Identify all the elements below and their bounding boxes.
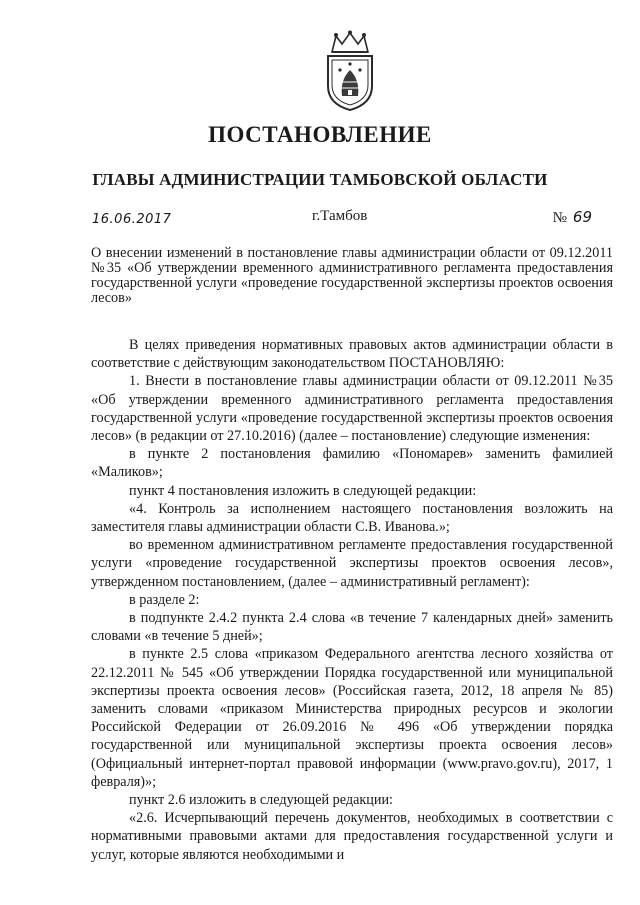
document-subtitle: ГЛАВЫ АДМИНИСТРАЦИИ ТАМБОВСКОЙ ОБЛАСТИ	[92, 170, 548, 189]
document-body	[91, 336, 613, 864]
coat-of-arms-emblem	[322, 30, 378, 112]
document-date: 16.06.2017	[92, 212, 172, 227]
number-value: 69	[572, 208, 592, 226]
document-subject: О внесении изменений в постановление главы администрации области от 09.12.2011 №35 «Об утверждении временного административного регламента предоставления государственной услуги «проведение государственной экспертизы проектов освоения лесов»	[91, 245, 613, 306]
document-city: г.Тамбов	[312, 208, 368, 224]
body-paragraph: 1. Внести в постановление главы администрации области от 09.12.2011 №35 «Об утверждении временного административного регламента предоставления государственной услуги «проведение государственной экспертизы проектов освоения лесов» (в редакции от 27.10.2016) (далее – постановление) следующие изменения:	[91, 373, 613, 445]
body-paragraph: пункт 4 постановления изложить в следующей редакции:	[129, 482, 477, 499]
body-paragraph: во временном административном регламенте предоставления государственной услуги «проведение государственной экспертизы проектов освоения лесов», утвержденном постановлением, (далее – административный регламент):	[91, 537, 613, 590]
body-paragraph: «2.6. Исчерпывающий перечень документов, необходимых в соответствии с нормативными правовыми актами для предоставления государственной услуги и услуг, которые являются необходимыми и	[91, 810, 613, 863]
body-paragraph: в пункте 2 постановления фамилию «Пономарев» заменить фамилией «Маликов»;	[91, 446, 613, 481]
document-title: ПОСТАНОВЛЕНИЕ	[208, 122, 432, 147]
body-paragraph: «4. Контроль за исполнением настоящего постановления возложить на заместителя главы администрации области С.В. Иванова.»;	[91, 500, 613, 536]
document-number	[553, 208, 592, 227]
body-paragraph: в подпункте 2.4.2 пункта 2.4 слова «в течение 7 календарных дней» заменить словами «в течение 5 дней»;	[91, 610, 613, 645]
body-paragraph: пункт 2.6 изложить в следующей редакции:	[129, 792, 393, 809]
body-paragraph: В целях приведения нормативных правовых актов администрации области в соответствие с действующим законодательством ПОСТАНОВЛЯЮ:	[91, 337, 613, 372]
document-meta-row	[92, 208, 592, 232]
body-paragraph: в пункте 2.5 слова «приказом Федерального агентства лесного хозяйства от 22.12.2011 № 545 «Об утверждении Порядка государственной или муниципальной экспертизы проекта освоения лесов» (Российская газета, 2012, 18 апреля № 85) заменить словами «приказом Министерства природных ресурсов и экологии Российской Федерации от 26.09.2016 № 496 «Об утверждении порядка государственной или муниципальной экспертизы проекта освоения лесов» (Официальный интернет-портал правовой информации (www.pravo.gov.ru), 2017, 1 февраля)»;	[91, 646, 613, 790]
body-paragraph: в разделе 2:	[129, 591, 200, 608]
number-label: №	[552, 210, 567, 226]
